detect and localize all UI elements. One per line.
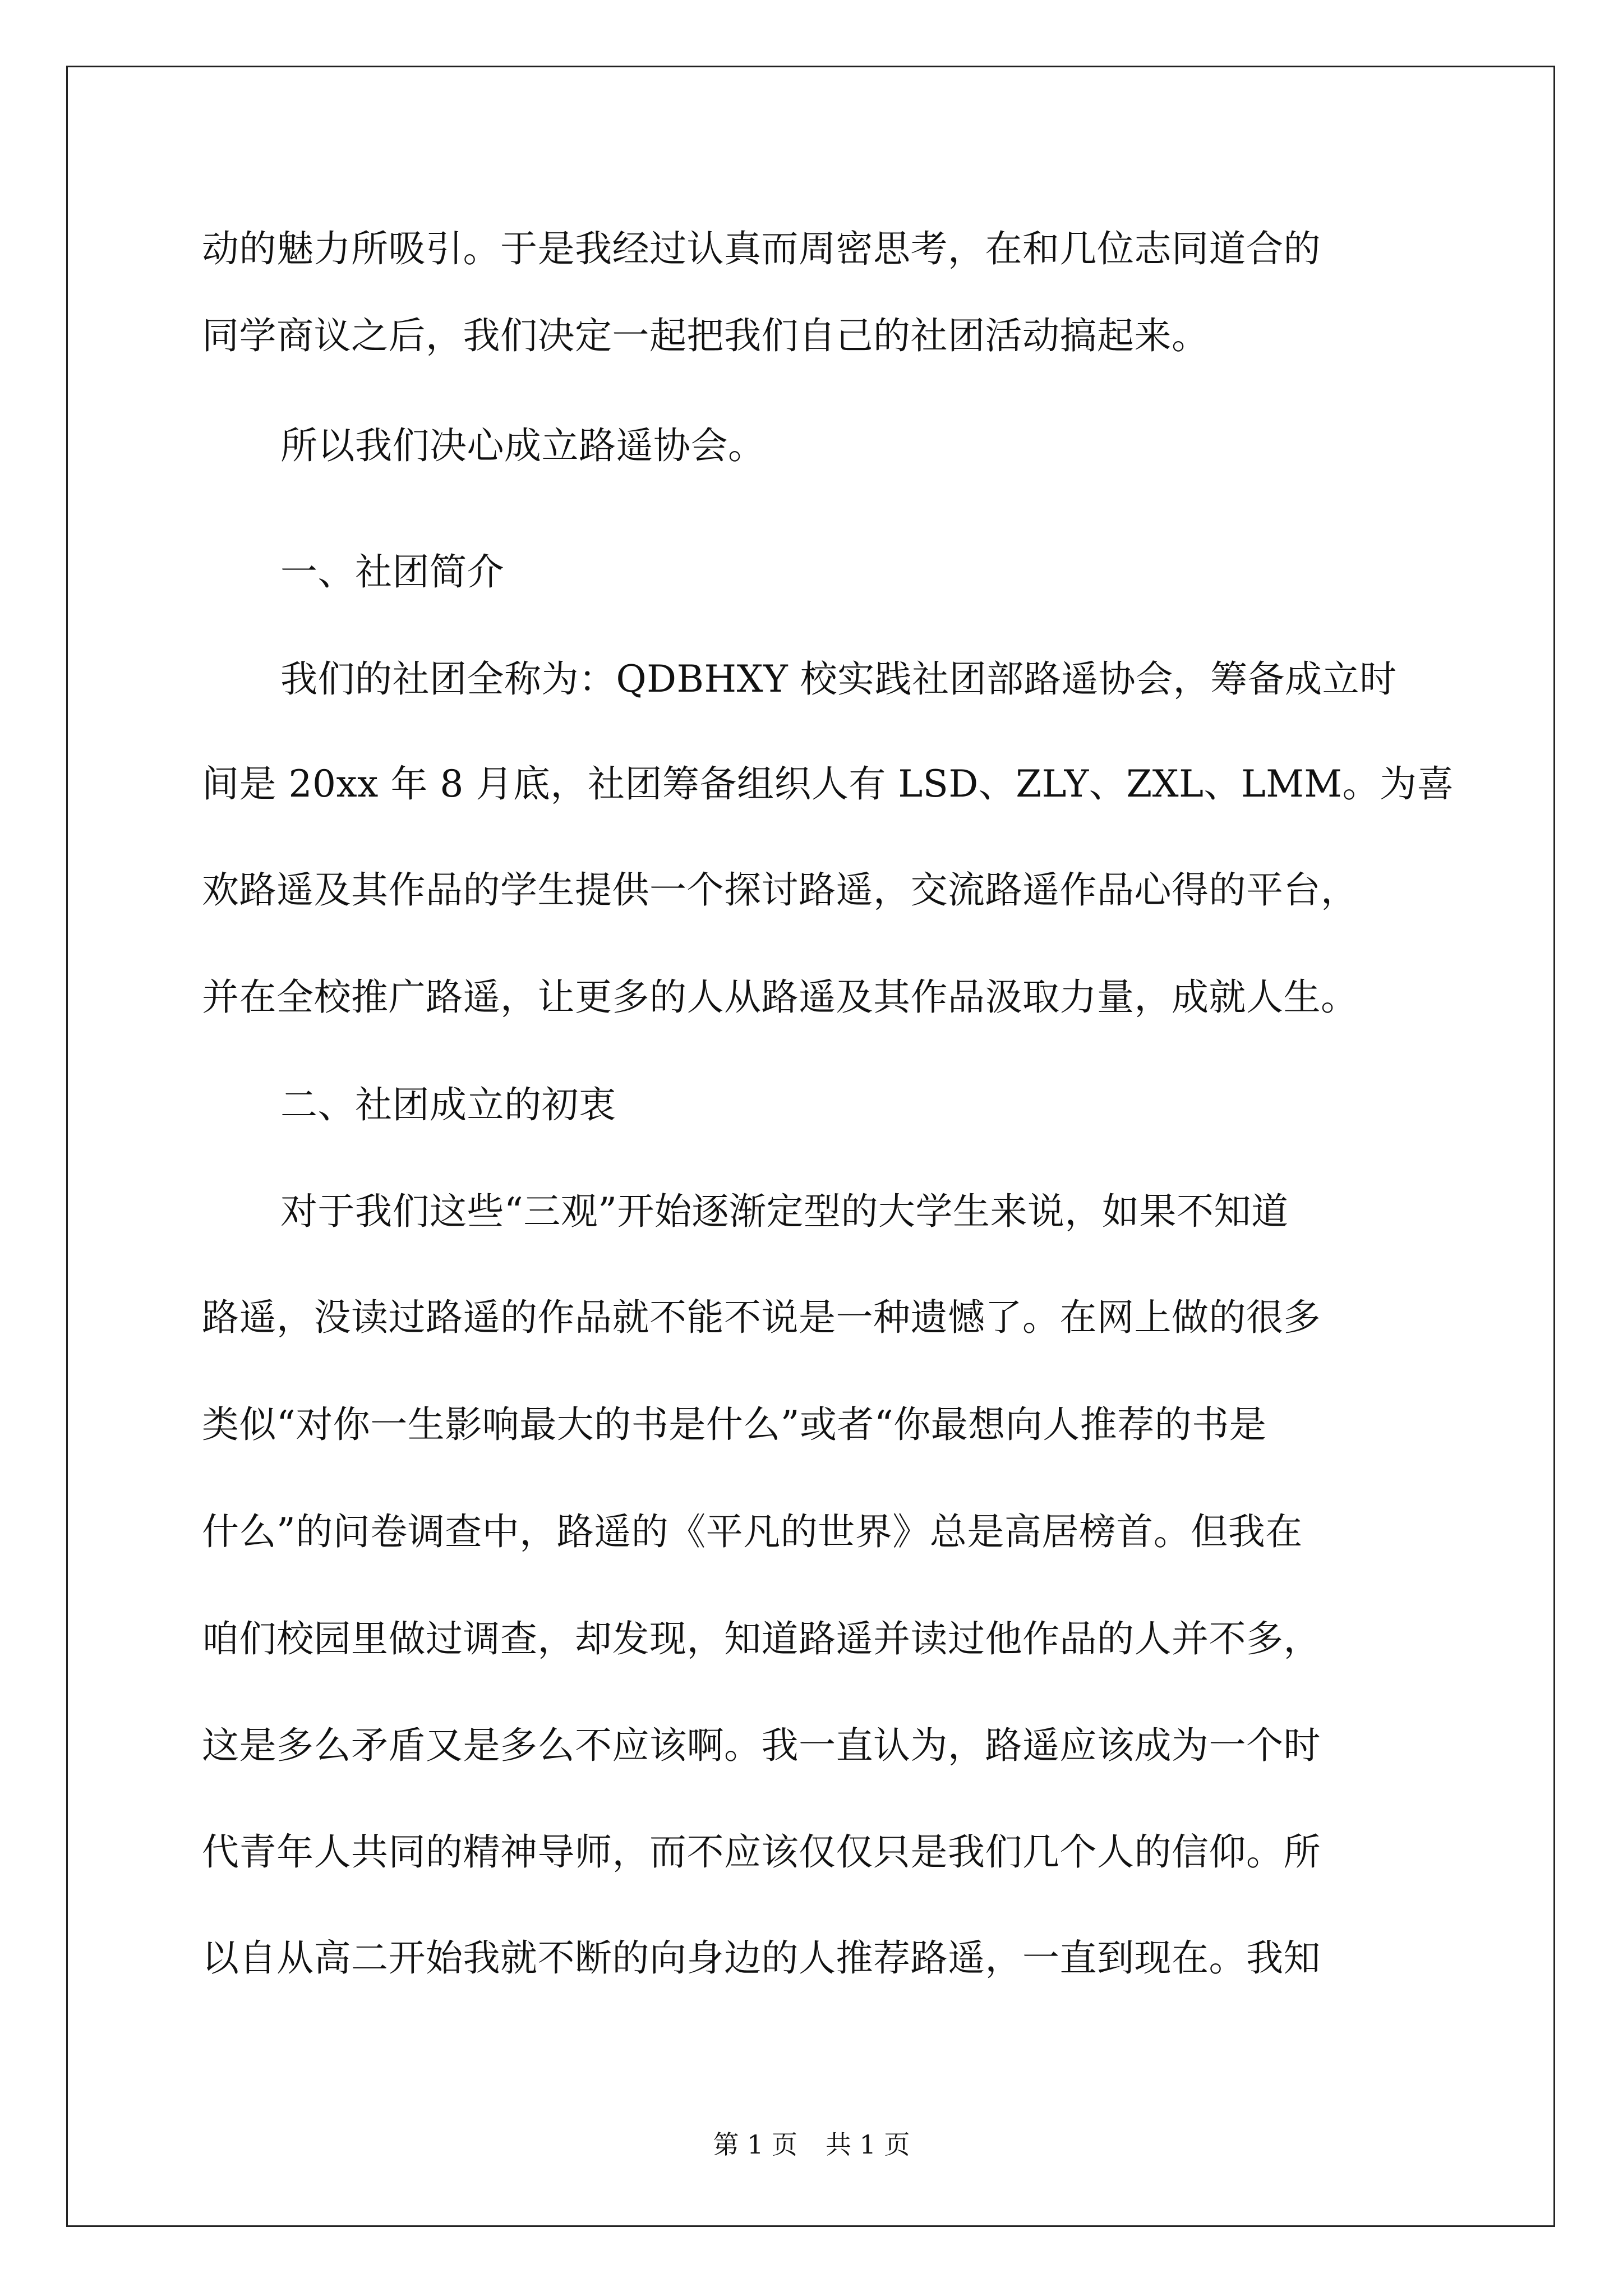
text-line: 所以我们决心成立路遥协会。 [280,424,766,467]
text-line: 欢路遥及其作品的学生提供一个探讨路遥，交流路遥作品心得的平台， [202,868,1358,912]
section-heading: 二、社团成立的初衷 [280,1083,616,1126]
text-line: 类似“对你一生影响最大的书是什么”或者“你最想向人推荐的书是 [202,1403,1267,1446]
text-line: 什么”的问卷调查中，路遥的《平凡的世界》总是高居榜首。但我在 [202,1510,1303,1553]
text-line: 代青年人共同的精神导师，而不应该仅仅只是我们几个人的信仰。所 [202,1830,1321,1874]
text-line: 以自从高二开始我就不断的向身边的人推荐路遥，一直到现在。我知 [202,1936,1321,1980]
text-line: 咱们校园里做过调查，却发现，知道路遥并读过他作品的人并不多， [202,1617,1321,1660]
text-line: 对于我们这些“三观”开始逐渐定型的大学生来说，如果不知道 [280,1190,1289,1233]
text-line: 间是 20xx 年 8 月底，社团筹备组织人有 LSD、ZLY、ZXL、LMM。为喜 [202,762,1454,806]
section-heading: 一、社团简介 [280,550,504,593]
text-line: 并在全校推广路遥，让更多的人从路遥及其作品汲取力量，成就人生。 [202,976,1358,1019]
page-footer [0,2129,1623,2160]
page-total: 共 1 页 [826,2129,910,2160]
text-line: 同学商议之后，我们决定一起把我们自己的社团活动搞起来。 [202,314,1209,357]
text-line: 路遥，没读过路遥的作品就不能不说是一种遗憾了。在网上做的很多 [202,1296,1321,1339]
text-line: 这是多么矛盾又是多么不应该啊。我一直认为，路遥应该成为一个时 [202,1724,1321,1767]
text-line: 我们的社团全称为：QDBHXY 校实践社团部路遥协会，筹备成立时 [280,657,1397,701]
text-line: 动的魅力所吸引。于是我经过认真而周密思考，在和几位志同道合的 [202,227,1321,270]
page-number: 第 1 页 [713,2129,797,2160]
page-border [66,66,1555,2227]
